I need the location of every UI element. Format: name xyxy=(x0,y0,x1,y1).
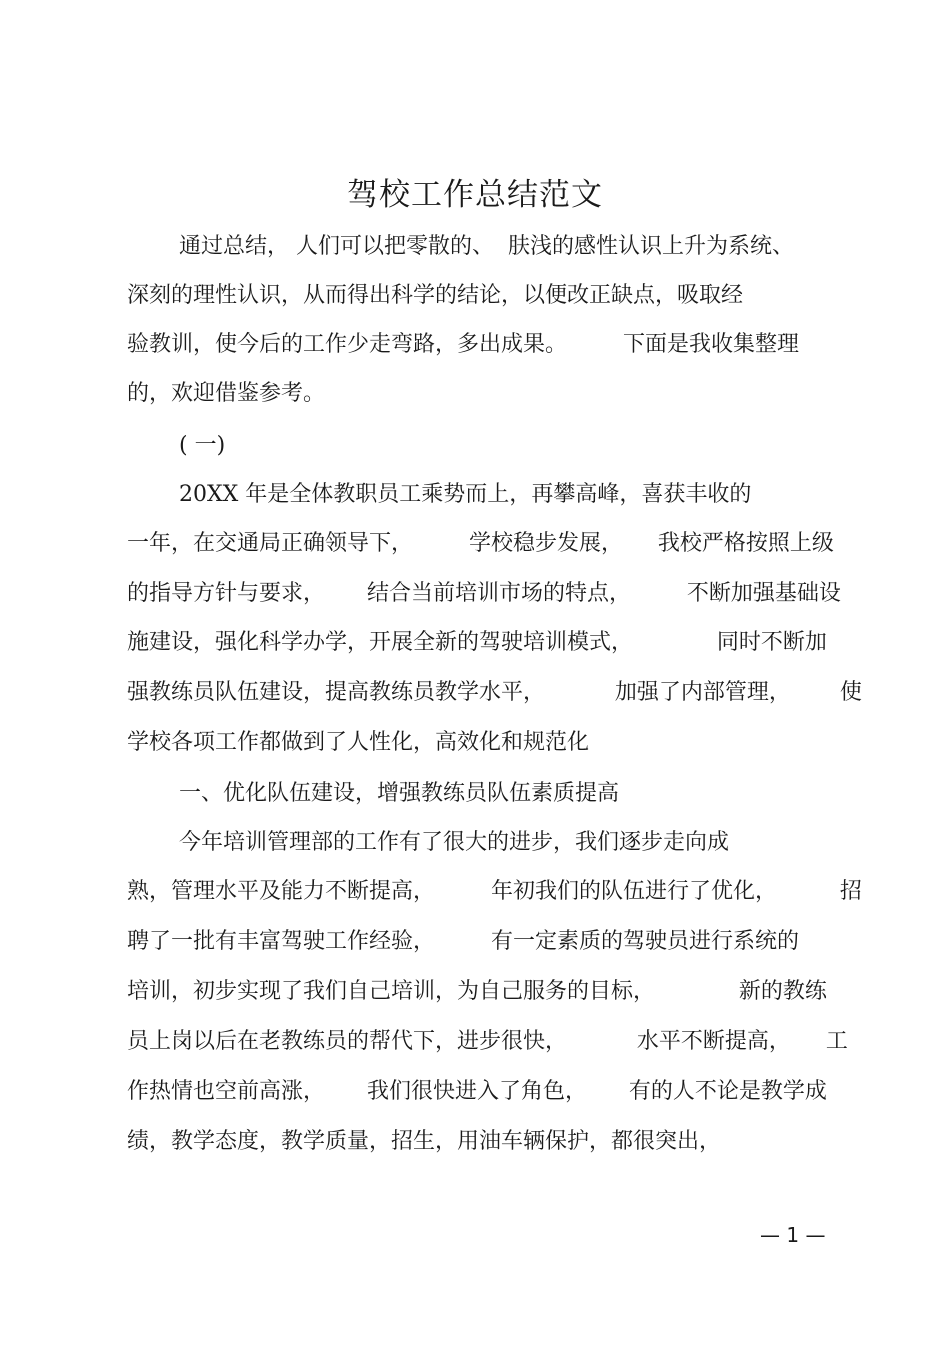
paragraph-line: 培训，初步实现了我们自己培训，为自己服务的目标， 新的教练 xyxy=(127,979,827,1004)
paragraph-line: 今年培训管理部的工作有了很大的进步，我们逐步走向成 xyxy=(179,830,730,855)
paragraph-line: 20XX 年是全体教职员工乘势而上，再攀高峰，喜获丰收的 xyxy=(179,482,752,507)
paragraph-line: 聘了一批有丰富驾驶工作经验， 有一定素质的驾驶员进行系统的 xyxy=(127,929,799,954)
paragraph-line: 深刻的理性认识，从而得出科学的结论，以便改正缺点，吸取经 xyxy=(127,283,744,308)
paragraph-line: 施建设，强化科学办学，开展全新的驾驶培训模式， 同时不断加 xyxy=(127,630,827,655)
document-title: 驾校工作总结范文 xyxy=(347,177,603,213)
section-marker: ( 一) xyxy=(179,433,226,458)
paragraph-line: 一年，在交通局正确领导下， 学校稳步发展， 我校严格按照上级 xyxy=(127,531,834,556)
page-number: — 1 — xyxy=(760,1223,826,1247)
paragraph-line: 绩，教学态度，教学质量，招生，用油车辆保护，都很突出， xyxy=(127,1129,722,1154)
paragraph-line: 强教练员队伍建设，提高教练员教学水平， 加强了内部管理， 使 xyxy=(127,680,862,705)
paragraph-line: 的指导方针与要求， 结合当前培训市场的特点， 不断加强基础设 xyxy=(127,581,841,606)
paragraph-line: 的，欢迎借鉴参考。 xyxy=(127,381,326,406)
paragraph-line: 员上岗以后在老教练员的帮代下，进步很快， 水平不断提高， 工 xyxy=(127,1029,848,1054)
paragraph-line: 学校各项工作都做到了人性化，高效化和规范化 xyxy=(127,730,590,755)
paragraph-line: 作热情也空前高涨， 我们很快进入了角色， 有的人不论是教学成 xyxy=(127,1079,827,1104)
paragraph-line: 验教训，使今后的工作少走弯路，多出成果。 下面是我收集整理 xyxy=(127,332,799,357)
paragraph-line: 通过总结， 人们可以把零散的、 肤浅的感性认识上升为系统、 xyxy=(179,234,794,259)
section-heading: 一、优化队伍建设，增强教练员队伍素质提高 xyxy=(179,781,620,806)
paragraph-line: 熟，管理水平及能力不断提高， 年初我们的队伍进行了优化， 招 xyxy=(127,879,862,904)
